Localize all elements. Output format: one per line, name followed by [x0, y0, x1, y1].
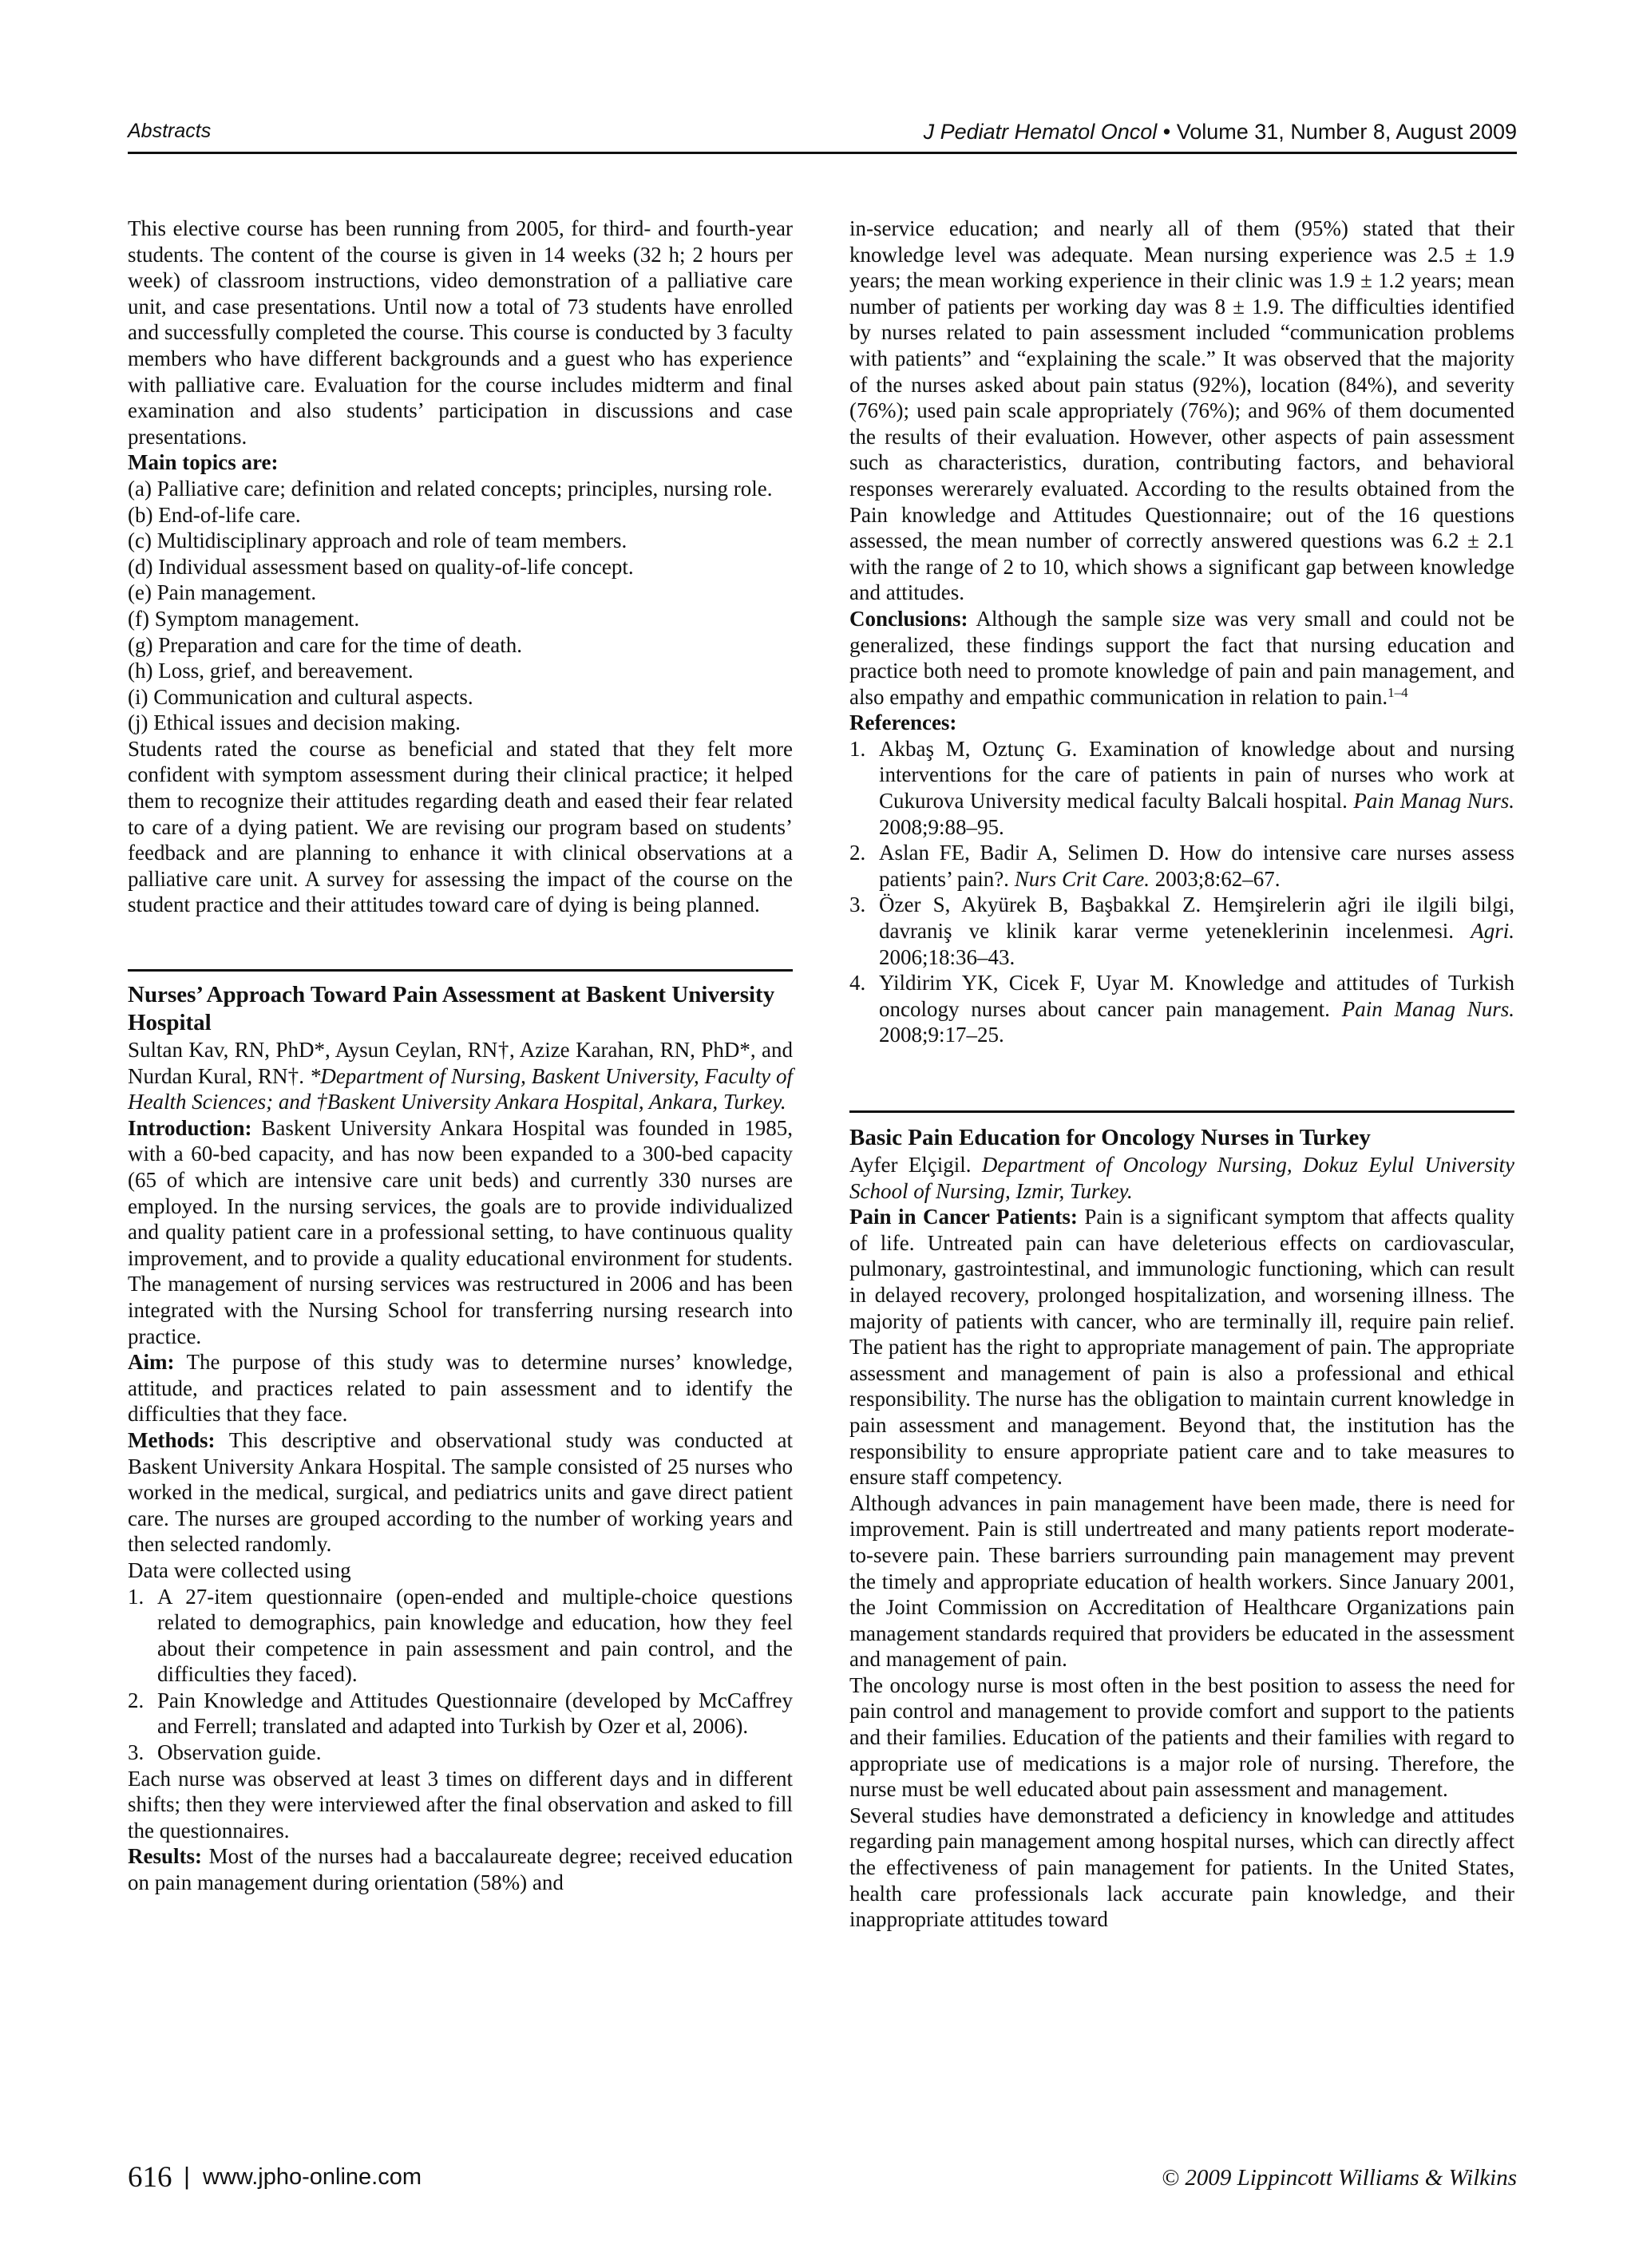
course-feedback: Students rated the course as beneficial and stated that they felt more confident with symptom assessment during their clinical practice; it helped them to recognize their attitudes regarding death and eased their fear related to care of a dying patient. We are revising our program based on students’ feedback and are planning to enhance it with clinical observations at a palliative care unit. A survey for assessing the impact of the course on the student practice and their attitudes toward care of dying is being planned.	[128, 736, 793, 917]
header-rule	[128, 152, 1517, 154]
journal-info	[924, 120, 1517, 144]
journal-url: www.jpho-online.com	[203, 2164, 422, 2190]
right-column	[849, 216, 1514, 1933]
topics-list	[128, 476, 793, 736]
topics-heading: Main topics are:	[128, 450, 279, 475]
pain-in-cancer	[849, 1204, 1514, 1490]
running-header	[128, 120, 1517, 152]
author-affiliation: Department of Oncology Nursing, Dokuz Eylul University School of Nursing, Izmir, Turkey.	[849, 1153, 1514, 1203]
list-item: (c) Multidisciplinary approach and role of team members.	[128, 528, 627, 553]
list-item: (i) Communication and cultural aspects.	[128, 684, 473, 709]
nurses-results	[128, 1843, 793, 1895]
basic-author	[849, 1152, 1514, 1204]
basic-paragraph: Although advances in pain management have been made, there is need for improvement. Pain is still undertreated and many patients report moderate-to-severe pain. These barriers surrounding pain management may prevent the timely and appropriate education of health workers. Since January 2001, the Joint Commission on Accreditation of Healthcare Organizations pain management standards required that providers be educated in the assessment and management of pain.	[849, 1490, 1514, 1672]
nurses-aim	[128, 1349, 793, 1427]
course-description: This elective course has been running from 2005, for third- and fourth-year students. The content of the course is given in 14 weeks (32 h; 2 hours per week) of classroom instructions, video demonstration of a palliative care unit, and case presentations. Until now a total of 73 students have enrolled and successfully completed the course. This course is conducted by 3 faculty members who have different backgrounds and a guest who has experience with palliative care. Evaluation for the course includes midterm and final examination and also students’ participation in discussions and case presentations.	[128, 216, 793, 449]
nurses-introduction	[128, 1115, 793, 1349]
basic-abstract-title: Basic Pain Education for Oncology Nurses in Turkey	[849, 1125, 1371, 1150]
list-item: (e) Pain management.	[128, 580, 317, 605]
list-item: (a) Palliative care; definition and related concepts; principles, nursing role.	[128, 476, 773, 501]
conclusions-label: Conclusions:	[849, 606, 968, 631]
author-names: Ayfer Elçigil.	[849, 1153, 982, 1177]
list-item: (b) End-of-life care.	[128, 502, 301, 527]
header-bullet: •	[1162, 120, 1171, 144]
basic-paragraph: Several studies have demonstrated a deficiency in knowledge and attitudes regarding pain management among hospital nurses, which can directly affect the effectiveness of pain management for patients. In the United States, health care professionals lack accurate pain knowledge, and their inappropriate attitudes toward	[849, 1803, 1514, 1932]
conclusions-text: Although the sample size was very small and could not be generalized, these findings support the fact that nursing education and practice both need to promote knowledge of pain and pain management, and also empathy and empathic communication in relation to pain.	[849, 606, 1514, 709]
page-footer	[128, 2160, 1517, 2200]
citation-superscript: 1–4	[1388, 684, 1408, 700]
section-rule	[849, 1110, 1514, 1113]
nurses-methods	[128, 1427, 793, 1558]
list-item: 1. A 27-item questionnaire (open-ended and multiple-choice questions related to demographics, pain knowledge and education, how they feel about their competence in pain assessment and pain control, and the difficulties they faced).	[128, 1584, 793, 1687]
reference-item: 3. Özer S, Akyürek B, Başbakkal Z. Hemşirelerin ağri ile ilgili bilgi, davraniş ve klinik karar verme yeteneklerinin incelenmesi. Agri. 2006;18:36–43.	[849, 893, 1514, 969]
nurses-authors	[128, 1037, 793, 1115]
pain-text: Pain is a significant symptom that affects quality of life. Untreated pain can have deleterious effects on cardiovascular, pulmonary, gastrointestinal, and immunologic functioning, which can result in delayed recovery, prolonged hospitalization, and worsening illness. The majority of patients with cancer, who are terminally ill, require pain relief. The patient has the right to appropriate management of pain. The appropriate assessment and management of pain is also a professional and ethical responsibility. The nurse has the obligation to maintain current knowledge in pain assessment and management. Beyond that, the institution has the responsibility to ensure appropriate patient care and to take measures to ensure staff competency.	[849, 1205, 1514, 1490]
section-label: Abstracts	[128, 120, 212, 142]
copyright: © 2009 Lippincott Williams & Wilkins	[1162, 2165, 1517, 2191]
nurses-conclusions	[849, 606, 1514, 710]
list-item: 3. Observation guide.	[128, 1740, 322, 1765]
methods-label: Methods:	[128, 1427, 216, 1452]
section-rule	[128, 969, 793, 972]
introduction-label: Introduction:	[128, 1115, 252, 1140]
list-item: (f) Symptom management.	[128, 606, 360, 631]
author-affiliation: *Department of Nursing, Baskent University, Faculty of Health Sciences; and †Baskent University Ankara Hospital, Ankara, Turkey.	[128, 1063, 793, 1114]
list-item: (d) Individual assessment based on quality-of-life concept.	[128, 554, 634, 579]
methods-text: This descriptive and observational study was conducted at Baskent University Ankara Hospital. The sample consisted of 25 nurses who worked in the medical, surgical, and pediatrics units and gave direct patient care. The nurses are grouped according to the number of working years and then selected randomly.	[128, 1427, 793, 1557]
footer-separator: |	[184, 2162, 191, 2190]
reference-item: 2. Aslan FE, Badir A, Selimen D. How do intensive care nurses assess patients’ pain?. Nurs Crit Care. 2003;8:62–67.	[849, 841, 1514, 891]
references-list	[849, 736, 1514, 1048]
list-item: (j) Ethical issues and decision making.	[128, 710, 461, 735]
left-column	[128, 216, 793, 1896]
list-item: (g) Preparation and care for the time of death.	[128, 632, 523, 657]
results-text: Most of the nurses had a baccalaureate degree; received education on pain management during orientation (58%) and	[128, 1844, 793, 1895]
basic-paragraph: The oncology nurse is most often in the best position to assess the need for pain control and management to provide comfort and support to the patients and their families. Education of the patients and their families with regard to appropriate use of medications is a major role of nursing. Therefore, the nurse must be well educated about pain assessment and management.	[849, 1672, 1514, 1802]
instruments-list	[128, 1584, 793, 1766]
list-item: 2. Pain Knowledge and Attitudes Questionnaire (developed by McCaffrey and Ferrell; translated and adapted into Turkish by Ozer et al, 2006).	[128, 1688, 793, 1739]
references-heading: References:	[849, 710, 957, 735]
results-label: Results:	[128, 1844, 202, 1869]
observation-text: Each nurse was observed at least 3 times on different days and in different shifts; then they were interviewed after the final observation and asked to fill the questionnaires.	[128, 1766, 793, 1843]
reference-item: 4. Yildirim YK, Cicek F, Uyar M. Knowledge and attitudes of Turkish oncology nurses about cancer pain management. Pain Manag Nurs. 2008;9:17–25.	[849, 971, 1515, 1047]
aim-label: Aim:	[128, 1350, 175, 1375]
aim-text: The purpose of this study was to determine nurses’ knowledge, attitude, and practices related to pain assessment and to identify the difficulties that they face.	[128, 1350, 793, 1427]
journal-name: J Pediatr Hematol Oncol	[923, 120, 1158, 144]
pain-label: Pain in Cancer Patients:	[849, 1205, 1078, 1229]
reference-item: 1. Akbaş M, Oztunç G. Examination of knowledge about and nursing interventions for the care of patients in pain of nurses who work at Cukurova University medical faculty Balcali hospital. Pain Manag Nurs. 2008;9:88–95.	[849, 736, 1514, 839]
results-continued: in-service education; and nearly all of them (95%) stated that their knowledge level was adequate. Mean nursing experience was 2.5 ± 1.9 years; the mean working experience in their clinic was 1.9 ± 1.2 years; mean number of patients per working day was 8 ± 1.9. The difficulties identified by nurses related to pain assessment included “communication problems with patients” and “explaining the scale.” It was observed that the majority of the nurses asked about pain status (92%), location (84%), and severity (76%); used pain scale appropriately (76%); and 96% of them documented the results of their evaluation. However, other aspects of pain assessment such as characteristics, duration, contributing factors, and behavioral responses wererarely evaluated. According to the results obtained from the Pain knowledge and Attitudes Questionnaire; out of the 16 questions assessed, the mean number of correctly answered questions was 6.2 ± 2.1 with the range of 2 to 10, which shows a significant gap between knowledge and attitudes.	[849, 216, 1514, 605]
author-names: Sultan Kav, RN, PhD*, Aysun Ceylan, RN†, Azize Karahan, RN, PhD*, and Nurdan Kural, RN†.	[128, 1038, 793, 1088]
nurses-abstract-title: Nurses’ Approach Toward Pain Assessment at Baskent University Hospital	[128, 982, 775, 1036]
volume-info: Volume 31, Number 8, August 2009	[1176, 120, 1517, 144]
page-number: 616	[128, 2161, 172, 2194]
introduction-text: Baskent University Ankara Hospital was founded in 1985, with a 60-bed capacity, and has now been expanded to a 300-bed capacity (65 of which are intensive care unit beds) and currently 330 nurses are employed. In the nursing services, the goals are to provide individualized and quality patient care in a professional setting, to have continuous quality improvement, and to provide a quality educational environment for students. The management of nursing services was restructured in 2006 and has been integrated with the Nursing School for transferring nursing research into practice.	[128, 1115, 793, 1348]
list-item: (h) Loss, grief, and bereavement.	[128, 659, 414, 683]
data-collected: Data were collected using	[128, 1558, 351, 1582]
